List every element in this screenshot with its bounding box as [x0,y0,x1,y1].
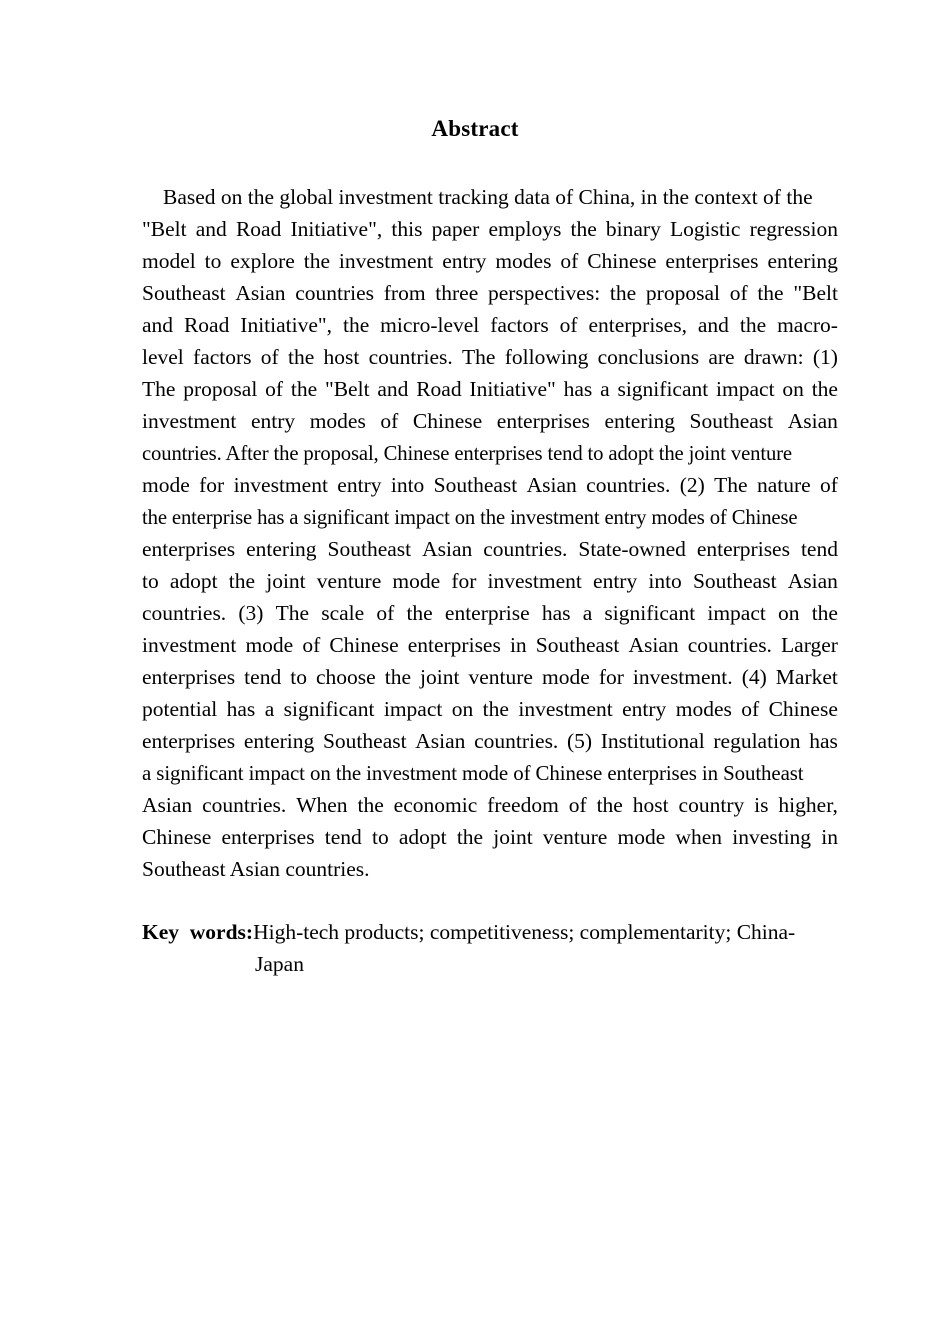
abstract-word: factors [490,313,549,337]
abstract-word: The [275,601,310,625]
abstract-word: investment [142,633,237,657]
abstract-word: enterprises [221,825,315,849]
keywords-section [142,916,842,980]
abstract-word: drawn: [743,345,804,369]
abstract-word: significant [283,697,375,721]
abstract-word: Asian [526,473,577,497]
abstract-word: investment [338,249,434,273]
abstract-word: countries. [483,537,568,561]
abstract-word: into [390,473,425,497]
abstract-word: investment [233,473,328,497]
abstract-line [142,245,838,277]
abstract-word: Asian [415,729,466,753]
abstract-word: of [820,473,838,497]
abstract-word: enterprises [142,537,236,561]
abstract-word: model [142,249,196,273]
abstract-line: the enterprise has a significant impact on the investment entry modes of Chinese [142,505,798,529]
abstract-word: factors [193,345,252,369]
abstract-word: modes [675,697,732,721]
abstract-word: joint [493,825,533,849]
abstract-word: enterprises [407,633,501,657]
abstract-word: (5) [567,729,593,753]
abstract-word: proposal [183,377,258,401]
abstract-word: the [596,793,623,817]
abstract-word: Chinese [329,633,399,657]
abstract-word: Southeast [322,729,407,753]
abstract-word: significant [604,601,696,625]
abstract-word: to [371,825,389,849]
abstract-word: entering [246,537,317,561]
abstract-word: Chinese [768,697,838,721]
abstract-line [142,725,838,757]
abstract-word: Logistic [669,217,741,241]
keywords-value-line2: Japan [255,952,304,976]
abstract-word: countries. [202,793,287,817]
abstract-word: Southeast [433,473,518,497]
abstract-word: Road [416,377,462,401]
abstract-word: The [462,345,496,369]
abstract-word: entering [243,729,315,753]
abstract-word: of [568,793,587,817]
abstract-word: impact [383,697,443,721]
abstract-word: higher, [778,793,838,817]
abstract-word: Asian [142,793,193,817]
abstract-word: the [303,249,330,273]
abstract-word: level [142,345,184,369]
abstract-word: the [290,377,318,401]
abstract-word: of [741,697,760,721]
abstract-word: mode [542,665,590,689]
abstract-line [142,405,838,437]
abstract-word: Asian [422,537,473,561]
abstract-word: when [675,825,723,849]
abstract-word: potential [142,697,218,721]
abstract-word: entry [250,409,296,433]
abstract-line [142,629,838,661]
abstract-line [142,469,838,501]
abstract-word: host [632,793,669,817]
abstract-line: Based on the global investment tracking data of China, in the context of the [163,185,813,209]
abstract-word: Road [183,313,230,337]
abstract-word: venture [468,665,533,689]
abstract-word: of [302,633,321,657]
abstract-word: tend [800,537,838,561]
abstract-word: Chinese [412,409,483,433]
abstract-word: Asian [628,633,679,657]
abstract-line [142,309,838,341]
abstract-word: for [199,473,225,497]
abstract-word: mode [142,473,190,497]
abstract-word: perspectives: [487,281,601,305]
abstract-word: to [290,665,307,689]
abstract-word: the [739,313,767,337]
abstract-word: (1) [812,345,838,369]
abstract-line [142,821,838,853]
abstract-word: the [384,665,412,689]
abstract-word: and [142,313,174,337]
abstract-word: enterprises [142,665,236,689]
abstract-word: venture [542,825,608,849]
abstract-line [142,341,838,373]
abstract-word: "Belt [793,281,838,305]
abstract-line: countries. After the proposal, Chinese enterprises tend to adopt the joint venture [142,441,792,465]
abstract-word: the [456,825,484,849]
abstract-word: Initiative" [469,377,556,401]
abstract-word: The [714,473,748,497]
abstract-paragraph [142,181,838,885]
abstract-line: Southeast Asian countries. [142,857,370,881]
abstract-word: the [757,281,784,305]
abstract-word: a [264,697,275,721]
abstract-line [142,789,838,821]
abstract-word: mode [245,633,294,657]
abstract-word: entering [604,409,675,433]
abstract-word: on [782,377,804,401]
abstract-word: binary [605,217,661,241]
abstract-word: a [600,377,610,401]
abstract-word: investment [142,409,237,433]
abstract-word: countries. [687,633,772,657]
abstract-word: enterprises [696,537,790,561]
abstract-word: countries. [474,729,559,753]
abstract-line [142,597,838,629]
abstract-word: adopt [169,569,218,593]
abstract-word: investment [518,697,613,721]
keywords-label: Key words: [142,920,254,944]
abstract-word: adopt [398,825,447,849]
abstract-word: the [287,345,315,369]
abstract-word: is [754,793,769,817]
abstract-word: of [560,249,579,273]
abstract-word: regulation [713,729,801,753]
abstract-word: Southeast [535,633,620,657]
abstract-word: mode [617,825,666,849]
abstract-word: State-owned [578,537,686,561]
abstract-word: Asian [787,569,838,593]
abstract-word: micro-level [380,313,480,337]
abstract-word: the [406,601,433,625]
abstract-word: for [451,569,477,593]
abstract-word: to [142,569,159,593]
abstract-word: and [697,313,729,337]
abstract-word: "Belt [142,217,187,241]
abstract-line [142,373,838,405]
abstract-word: Southeast [327,537,412,561]
abstract-line: a significant impact on the investment mode of Chinese enterprises in Southeast [142,761,804,785]
abstract-word: Asian [787,409,838,433]
abstract-word: tend [324,825,362,849]
abstract-word: paper [431,217,480,241]
abstract-word: Asian [235,281,286,305]
abstract-word: Road [235,217,282,241]
abstract-word: has [563,377,593,401]
abstract-word: entering [767,249,838,273]
abstract-word: regression [749,217,838,241]
abstract-word: entry [622,697,667,721]
page-title: Abstract [431,116,519,141]
abstract-word: (4) [741,665,767,689]
abstract-word: the [228,569,256,593]
abstract-word: has [541,601,571,625]
abstract-word: proposal [645,281,720,305]
abstract-word: the [811,601,838,625]
abstract-word: the [570,217,597,241]
abstract-word: joint [266,569,306,593]
abstract-word: are [708,345,735,369]
abstract-word: entry [593,569,638,593]
abstract-word: Southeast [142,281,226,305]
abstract-word: Market [775,665,838,689]
abstract-word: of [559,313,578,337]
abstract-word: host [323,345,360,369]
abstract-line [142,277,838,309]
abstract-word: freedom [487,793,559,817]
abstract-word: countries. [142,601,227,625]
abstract-word: investment [487,569,582,593]
abstract-word: enterprise [444,601,530,625]
abstract-line [142,693,838,725]
abstract-word: tend [244,665,282,689]
abstract-word: nature [756,473,811,497]
abstract-word: investing [732,825,812,849]
abstract-word: in [509,633,527,657]
abstract-line [142,533,838,565]
abstract-word: of [380,409,399,433]
abstract-word: countries. [368,345,453,369]
abstract-word: countries. [586,473,671,497]
abstract-word: into [648,569,682,593]
abstract-word: enterprises [496,409,590,433]
abstract-word: modes [495,249,552,273]
abstract-word: a [582,601,593,625]
abstract-word: on [778,601,800,625]
abstract-line [142,565,838,597]
abstract-word: Larger [781,633,838,657]
abstract-word: choose [316,665,376,689]
abstract-word: the [342,313,370,337]
abstract-word: modes [309,409,366,433]
abstract-word: (2) [679,473,705,497]
abstract-word: Initiative", [290,217,383,241]
abstract-word: the [609,281,637,305]
abstract-word: When [296,793,348,817]
abstract-word: impact [716,377,775,401]
abstract-word: of [260,345,279,369]
abstract-word: conclusions [597,345,700,369]
abstract-word: in [821,825,838,849]
abstract-word: has [809,729,838,753]
abstract-word: venture [316,569,382,593]
abstract-word: of [265,377,284,401]
abstract-word: investment. [632,665,733,689]
abstract-word: of [376,601,395,625]
abstract-word: from [383,281,426,305]
abstract-word: this [391,217,423,241]
abstract-word: enterprises, [588,313,687,337]
abstract-word: Chinese [587,249,657,273]
abstract-word: impact [707,601,766,625]
abstract-word: entry [442,249,487,273]
abstract-word: (3) [238,601,264,625]
abstract-word: the [357,793,384,817]
abstract-word: mode [392,569,441,593]
abstract-word: macro- [777,313,838,337]
abstract-word: and [377,377,409,401]
keywords-value-line1: High-tech products; competitiveness; complementarity; China- [253,920,796,944]
abstract-word: and [195,217,227,241]
abstract-word: economic [393,793,478,817]
abstract-word: "Belt [324,377,370,401]
abstract-word: Chinese [142,825,212,849]
abstract-word: The [142,377,176,401]
abstract-word: enterprises [142,729,236,753]
abstract-word: entry [337,473,382,497]
abstract-word: for [598,665,624,689]
abstract-word: of [729,281,748,305]
abstract-word: significant [617,377,709,401]
abstract-word: enterprises [665,249,759,273]
abstract-word: has [226,697,256,721]
abstract-word: country [678,793,745,817]
abstract-word: employs [488,217,562,241]
abstract-line [142,213,838,245]
abstract-word: scale [321,601,365,625]
abstract-word: countries [295,281,375,305]
abstract-word: Initiative", [240,313,333,337]
abstract-word: following [504,345,589,369]
abstract-word: three [435,281,479,305]
abstract-word: on [451,697,474,721]
abstract-word: Southeast [692,569,777,593]
abstract-line [142,661,838,693]
abstract-word: explore [230,249,295,273]
abstract-word: joint [420,665,460,689]
abstract-word: Institutional [600,729,705,753]
abstract-word: to [204,249,222,273]
abstract-word: the [811,377,838,401]
abstract-word: Southeast [689,409,774,433]
abstract-word: the [482,697,509,721]
